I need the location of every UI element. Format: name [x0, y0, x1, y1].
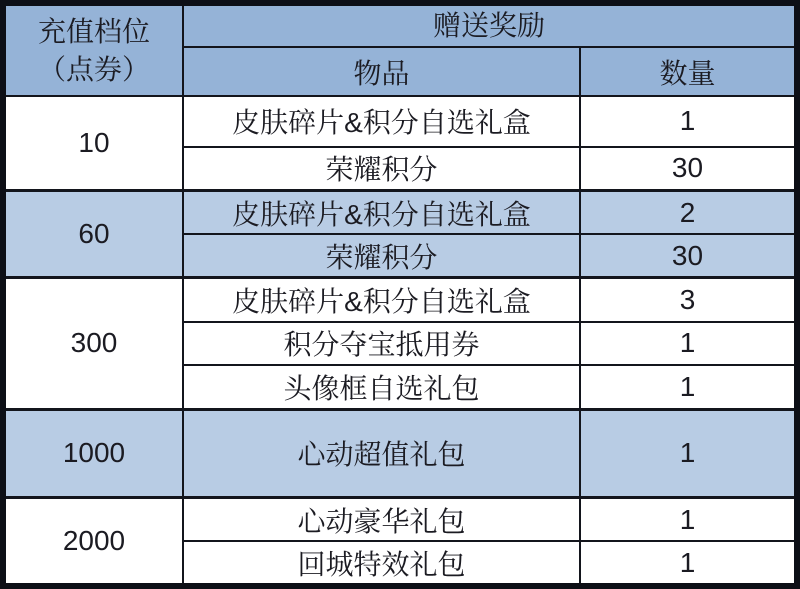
qty-cell: 30: [580, 147, 797, 191]
qty-cell: 1: [580, 409, 797, 497]
tier-cell: 60: [3, 191, 183, 278]
item-cell: 心动豪华礼包: [183, 497, 580, 541]
item-cell: 积分夺宝抵用券: [183, 322, 580, 366]
qty-cell: 1: [580, 541, 797, 586]
item-cell: 皮肤碎片&积分自选礼盒: [183, 96, 580, 147]
item-cell: 皮肤碎片&积分自选礼盒: [183, 278, 580, 322]
tier-cell: 1000: [3, 409, 183, 497]
item-cell: 荣耀积分: [183, 234, 580, 278]
qty-cell: 30: [580, 234, 797, 278]
table-row: [3, 409, 797, 497]
header-tier-line1: 充值档位: [37, 15, 150, 47]
item-cell: 头像框自选礼包: [183, 365, 580, 409]
qty-cell: 2: [580, 191, 797, 235]
table-row: [3, 191, 797, 235]
qty-cell: 1: [580, 497, 797, 541]
tier-cell: 2000: [3, 497, 183, 586]
header-quantity: 数量: [580, 47, 797, 96]
qty-cell: 1: [580, 322, 797, 366]
item-cell: 回城特效礼包: [183, 541, 580, 586]
header-tier: [3, 3, 183, 96]
item-cell: 心动超值礼包: [183, 409, 580, 497]
header-rewards: 赠送奖励: [183, 3, 797, 47]
qty-cell: 3: [580, 278, 797, 322]
table-row: [3, 278, 797, 322]
tier-cell: 300: [3, 278, 183, 409]
item-cell: 皮肤碎片&积分自选礼盒: [183, 191, 580, 235]
header-tier-line2: （点券）: [37, 53, 150, 85]
item-cell: 荣耀积分: [183, 147, 580, 191]
qty-cell: 1: [580, 96, 797, 147]
qty-cell: 1: [580, 365, 797, 409]
table-row: [3, 497, 797, 541]
table-row: [3, 96, 797, 147]
tier-cell: 10: [3, 96, 183, 191]
header-item: 物品: [183, 47, 580, 96]
